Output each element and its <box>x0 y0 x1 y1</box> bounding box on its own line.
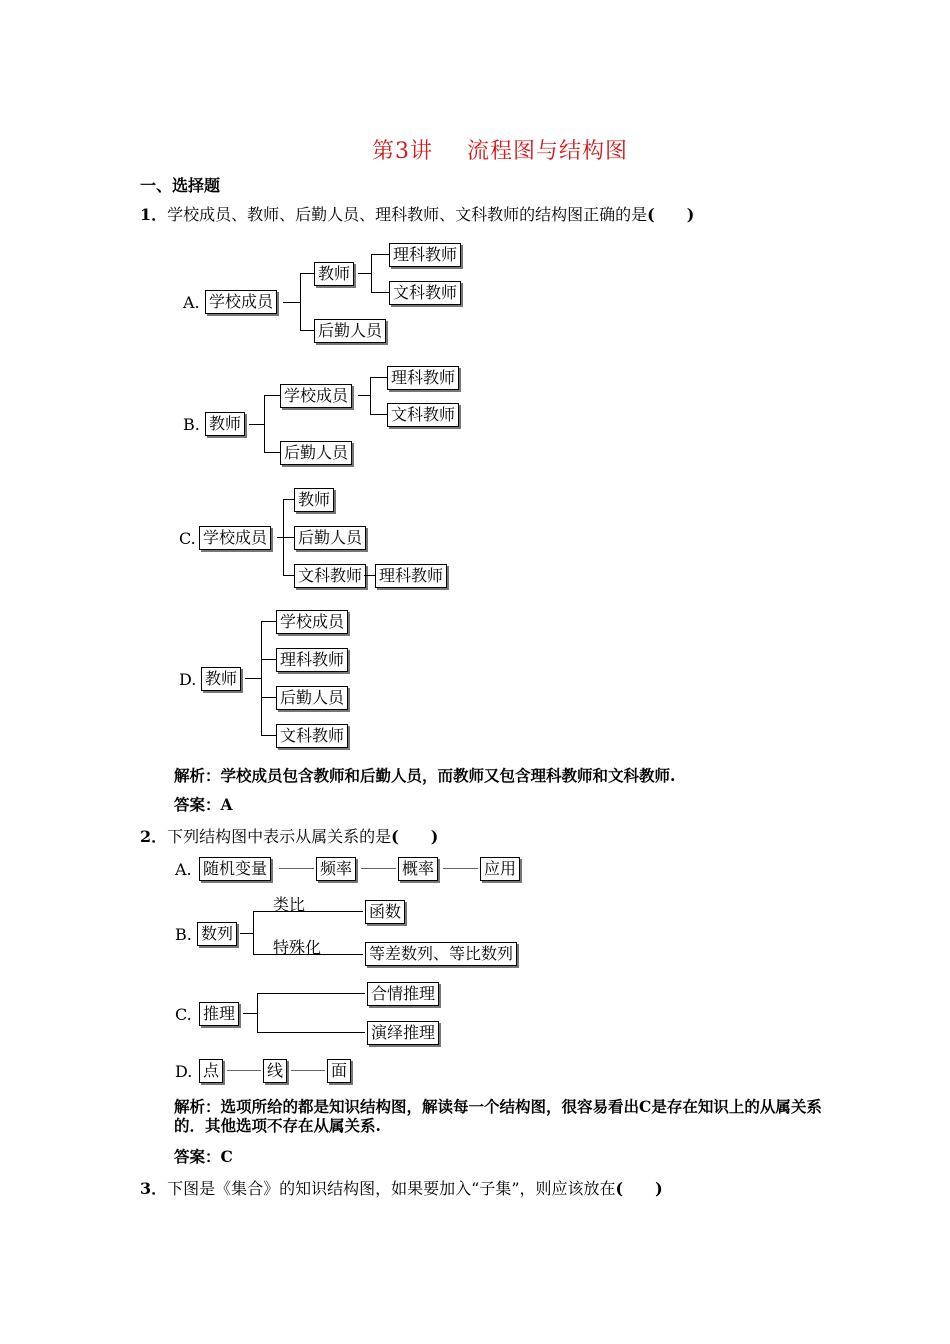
q1c-connector <box>283 499 294 500</box>
q2d-line <box>291 1070 325 1071</box>
q2d-box-2: 线 <box>263 1059 287 1083</box>
q1a-connector <box>371 254 372 292</box>
q1a-teacher-box: 教师 <box>314 262 354 286</box>
q1a-connector <box>300 330 314 331</box>
q2a-line <box>279 868 314 869</box>
q2-option-a-label: A. <box>175 860 192 879</box>
q2c-connector <box>243 1013 257 1014</box>
q1b-connector <box>249 424 264 425</box>
section-heading: 一、选择题 <box>140 176 221 195</box>
q1d-arts-box: 文科教师 <box>276 724 348 748</box>
q2a-box-2: 频率 <box>316 857 356 881</box>
q1b-connector <box>264 395 265 452</box>
q1c-root-box: 学校成员 <box>199 526 271 550</box>
q1a-arts-box: 文科教师 <box>389 281 461 305</box>
question-3 <box>140 1176 663 1199</box>
q1a-connector <box>358 273 371 274</box>
q1-option-b-label: B. <box>183 415 200 434</box>
q2c-box-1: 合情推理 <box>367 982 439 1006</box>
q1a-connector <box>371 254 389 255</box>
question-3-text: 下图是《集合》的知识结构图，如果要加入“子集”，则应该放在 <box>167 1179 616 1198</box>
q2c-connector <box>257 993 365 994</box>
q2-option-d-label: D. <box>175 1062 193 1081</box>
q1a-connector <box>283 302 300 303</box>
q1a-root-box: 学校成员 <box>205 290 277 314</box>
q1-option-a-label: A. <box>183 293 200 312</box>
q2c-root-box: 推理 <box>199 1002 239 1026</box>
q1a-staff-box: 后勤人员 <box>314 319 386 343</box>
q1-option-c-label: C. <box>179 529 196 548</box>
q2c-box-2: 演绎推理 <box>367 1021 439 1045</box>
q2c-connector <box>257 1032 365 1033</box>
question-2-paren: ( ) <box>391 827 439 846</box>
q1c-connector <box>283 575 294 576</box>
q1b-connector <box>264 452 280 453</box>
q2d-box-3: 面 <box>327 1059 351 1083</box>
q2a-line <box>443 868 478 869</box>
q1b-arts-box: 文科教师 <box>387 403 459 427</box>
q1b-connector <box>370 377 387 378</box>
q1c-staff-box: 后勤人员 <box>294 526 366 550</box>
title-topic: 流程图与结构图 <box>467 139 629 164</box>
question-1-number: 1． <box>140 205 168 224</box>
q1a-science-box: 理科教师 <box>389 243 461 267</box>
q2a-box-4: 应用 <box>480 857 520 881</box>
q2b-box-1: 函数 <box>365 900 405 924</box>
page-title <box>372 134 628 165</box>
q2-answer: 答案：C <box>174 1147 233 1166</box>
q1c-arts-box: 文科教师 <box>294 564 366 588</box>
q1b-science-box: 理科教师 <box>387 366 459 390</box>
question-1-paren: ( ) <box>647 205 695 224</box>
question-3-paren: ( ) <box>615 1179 663 1198</box>
title-lesson: 第3讲 <box>372 139 433 164</box>
q1d-science-box: 理科教师 <box>276 648 348 672</box>
q2-analysis: 解析：选项所给的都是知识结构图，解读每一个结构图，很容易看出C是存在知识上的从属关系的．其他选项不存在从属关系. <box>174 1097 822 1135</box>
q2-option-c-label: C. <box>175 1005 192 1024</box>
q2b-connector <box>253 911 363 912</box>
q1d-staff-box: 后勤人员 <box>276 686 348 710</box>
q1a-connector <box>300 273 314 274</box>
q2b-connector <box>253 911 254 954</box>
q1c-connector <box>364 575 375 576</box>
q1d-connector <box>261 621 276 622</box>
q2a-line <box>361 868 396 869</box>
question-1 <box>140 202 694 225</box>
q1b-root-box: 教师 <box>205 412 245 436</box>
question-2-text: 下列结构图中表示从属关系的是 <box>167 827 392 846</box>
q2b-connector <box>240 933 253 934</box>
q1a-connector <box>371 292 389 293</box>
q2a-box-1: 随机变量 <box>199 857 271 881</box>
q1d-member-box: 学校成员 <box>276 610 348 634</box>
q1b-connector <box>358 395 370 396</box>
question-2-number: 2． <box>140 827 168 846</box>
q1-option-d-label: D. <box>179 670 197 689</box>
q1b-connector <box>370 377 371 414</box>
q1a-connector <box>300 273 301 330</box>
q1d-connector <box>245 678 261 679</box>
q1b-staff-box: 后勤人员 <box>280 441 352 465</box>
q1b-connector <box>264 395 280 396</box>
q2-option-b-label: B. <box>175 925 192 944</box>
q1c-connector <box>283 537 294 538</box>
q2c-connector <box>257 993 258 1032</box>
q1d-connector <box>261 697 276 698</box>
q1d-connector <box>261 659 276 660</box>
q1b-connector <box>370 414 387 415</box>
q1d-connector <box>261 621 262 735</box>
q1c-teacher-box: 教师 <box>294 488 334 512</box>
q2b-box-2: 等差数列、等比数列 <box>365 942 517 966</box>
q2d-line <box>227 1070 261 1071</box>
q2b-root-box: 数列 <box>197 922 237 946</box>
q1b-member-box: 学校成员 <box>280 384 352 408</box>
q2b-edge-label-1: 类比 <box>273 895 306 914</box>
q2a-box-3: 概率 <box>398 857 438 881</box>
q1d-connector <box>261 735 276 736</box>
q1c-science-box: 理科教师 <box>375 564 447 588</box>
q2b-edge-label-2: 特殊化 <box>273 938 322 957</box>
question-3-number: 3． <box>140 1179 168 1198</box>
q2d-box-1: 点 <box>199 1059 223 1083</box>
q1d-root-box: 教师 <box>201 667 241 691</box>
question-2 <box>140 824 438 847</box>
q1-answer: 答案：A <box>174 795 233 814</box>
q1-analysis: 解析：学校成员包含教师和后勤人员，而教师又包含理科教师和文科教师. <box>174 766 676 785</box>
question-1-text: 学校成员、教师、后勤人员、理科教师、文科教师的结构图正确的是 <box>167 205 648 224</box>
